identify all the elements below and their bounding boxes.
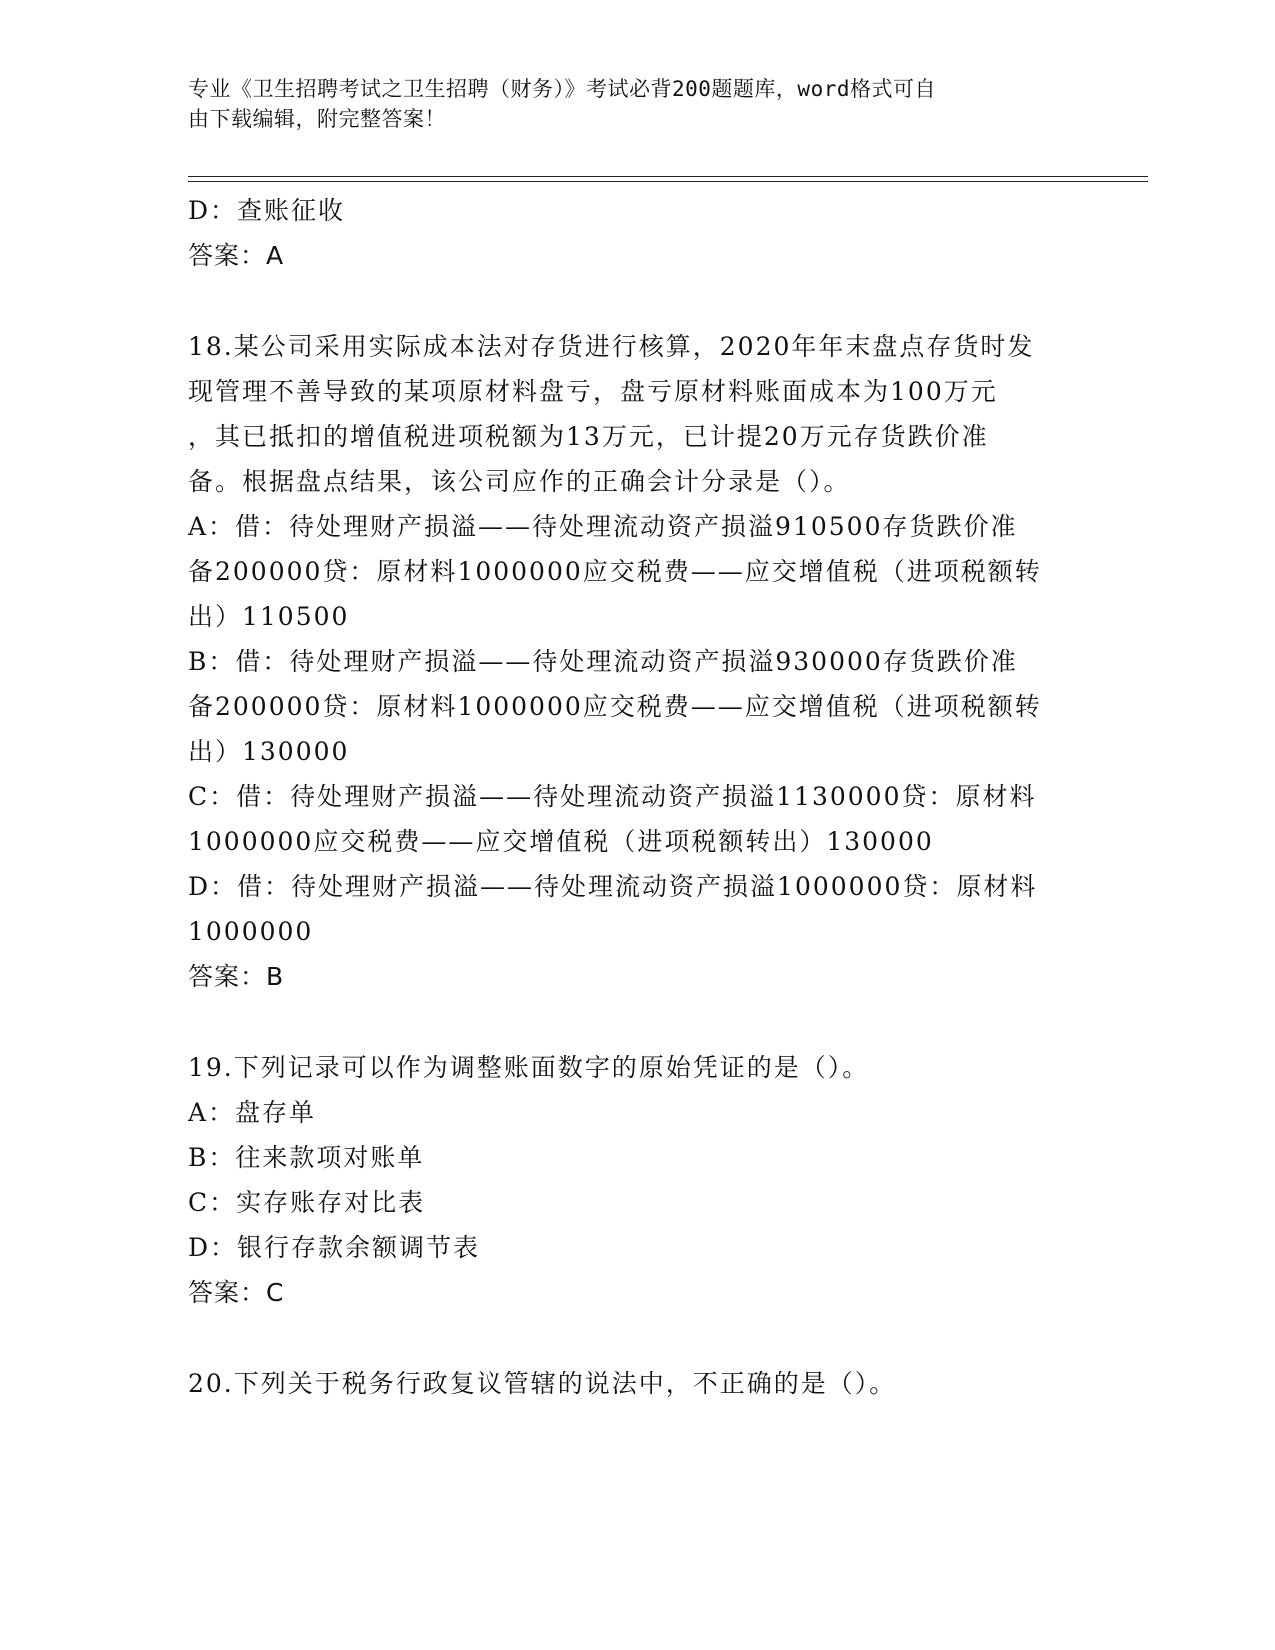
q18-stem-line: 现管理不善导致的某项原材料盘亏，盘亏原材料账面成本为100万元 (188, 377, 998, 406)
q18-stem-line: 18.某公司采用实际成本法对存货进行核算，2020年年末盘点存货时发 (188, 332, 1035, 361)
q18-option-b-line: 备200000贷：原材料1000000应交税费——应交增值税（进项税额转 (188, 692, 1042, 721)
header-line: 专业《卫生招聘考试之卫生招聘（财务）》考试必背200题题库，word格式可自 (188, 77, 936, 101)
question-content (188, 188, 1088, 1406)
q19-option-d: D：银行存款余额调节表 (188, 1233, 481, 1262)
header-line: 由下载编辑，附完整答案！ (188, 107, 446, 131)
q17-option-d: D：查账征收 (188, 196, 346, 225)
q18-option-d-line: D：借：待处理财产损溢——待处理流动资产损溢1000000贷：原材料 (188, 872, 1038, 901)
header-rule (188, 176, 1148, 177)
q18-option-c-line: 1000000应交税费——应交增值税（进项税额转出）130000 (188, 827, 934, 856)
q18-stem-line: 备。根据盘点结果，该公司应作的正确会计分录是（）。 (188, 467, 851, 496)
q20-stem: 20.下列关于税务行政复议管辖的说法中，不正确的是（）。 (188, 1369, 897, 1398)
q19-option-b: B：往来款项对账单 (188, 1143, 425, 1172)
header-rule (188, 181, 1148, 182)
q19-option-c: C：实存账存对比表 (188, 1188, 426, 1217)
q18-stem-line: ，其已抵扣的增值税进项税额为13万元，已计提20万元存货跌价准 (188, 422, 989, 451)
q18-option-b (188, 639, 1088, 774)
page-header (188, 74, 1068, 134)
q18-option-c (188, 774, 1088, 864)
q18-option-c-line: C：借：待处理财产损溢——待处理流动资产损溢1130000贷：原材料 (188, 782, 1037, 811)
q18-option-d-line: 1000000 (188, 917, 314, 946)
q18-stem (188, 324, 1088, 504)
spacer (188, 999, 1088, 1045)
q18-option-a-line: 出）110500 (188, 602, 350, 631)
q18-option-d (188, 864, 1088, 954)
q18-option-a (188, 504, 1088, 639)
q18-option-a-line: A：借：待处理财产损溢——待处理流动资产损溢910500存货跌价准 (188, 512, 1018, 541)
q18-option-a-line: 备200000贷：原材料1000000应交税费——应交增值税（进项税额转 (188, 557, 1042, 586)
q18-option-b-line: 出）130000 (188, 737, 350, 766)
q18-answer: 答案：B (188, 962, 285, 991)
q19-option-a: A：盘存单 (188, 1098, 317, 1127)
q19-stem: 19.下列记录可以作为调整账面数字的原始凭证的是（）。 (188, 1053, 870, 1082)
spacer (188, 1315, 1088, 1361)
q18-option-b-line: B：借：待处理财产损溢——待处理流动资产损溢930000存货跌价准 (188, 647, 1018, 676)
spacer (188, 278, 1088, 324)
q17-answer: 答案：A (188, 241, 285, 270)
q19-answer: 答案：C (188, 1278, 285, 1307)
